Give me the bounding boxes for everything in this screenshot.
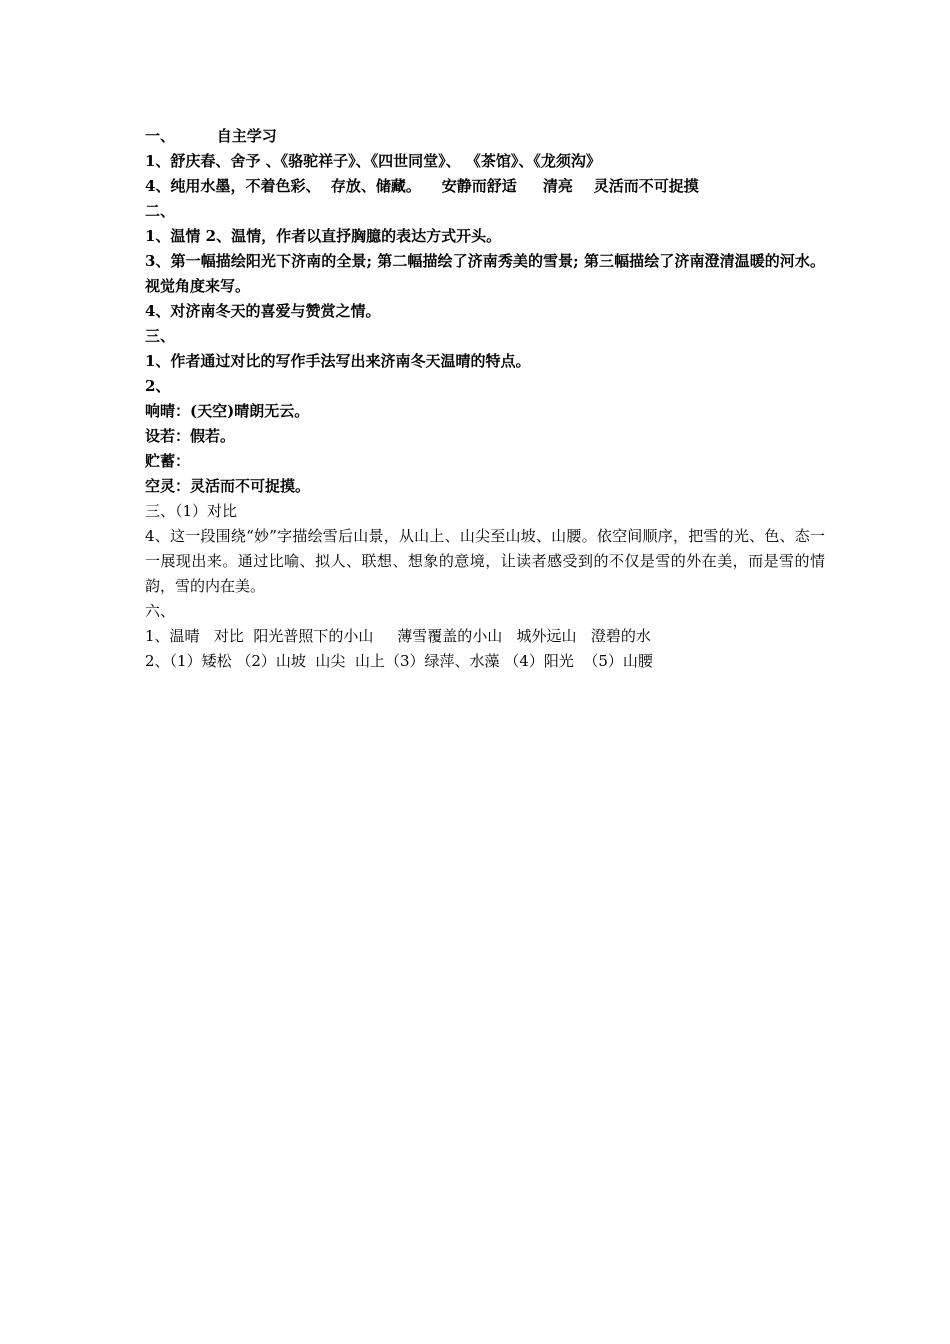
section3b-heading: 三、（1）对比 — [145, 502, 238, 520]
section3-heading: 三、 — [145, 327, 176, 345]
section1-heading: 一、 自主学习 — [145, 127, 277, 145]
definition-sheruo: 设若：假若。 — [145, 427, 236, 445]
answer-6-1: 1、温晴 对比 阳光普照下的小山 薄雪覆盖的小山 城外远山 澄碧的水 — [145, 627, 651, 645]
answer-1-1: 1、舒庆春、舍予 、《骆驼祥子》、《四世同堂》、 《茶馆》、《龙须沟》 — [145, 152, 601, 170]
answer-6-2: 2、（1）矮松 （2）山坡 山尖 山上（3）绿萍、水藻 （4）阳光 （5）山腰 — [145, 652, 653, 670]
answer-1-4: 4、纯用水墨，不着色彩、 存放、储藏。 安静而舒适 清亮 灵活而不可捉摸 — [145, 177, 699, 195]
answer-3-1: 1、作者通过对比的写作手法写出来济南冬天温晴的特点。 — [145, 352, 531, 370]
section6-heading: 六、 — [145, 602, 176, 620]
definition-kongling: 空灵：灵活而不可捉摸。 — [145, 477, 311, 495]
answer-2-3: 3、第一幅描绘阳光下济南的全景; 第二幅描绘了济南秀美的雪景; 第三幅描绘了济南澄清温暖的河水。视觉角度来写。 — [145, 252, 825, 295]
answer-3b-4: 4、这一段围绕“妙”字描绘雪后山景，从山上、山尖至山坡、山腰。依空间顺序，把雪的光、色、态一一展现出来。通过比喻、拟人、联想、想象的意境，让读者感受到的不仅是雪的外在美，而是雪的情韵，雪的内在美。 — [145, 527, 825, 595]
definition-xiangqing: 响晴：(天空)晴朗无云。 — [145, 402, 310, 420]
answer-2-4: 4、对济南冬天的喜爱与赞赏之情。 — [145, 302, 381, 320]
section2-heading: 二、 — [145, 202, 176, 220]
document-body — [145, 124, 825, 674]
answer-2-1: 1、温情 2、温情，作者以直抒胸臆的表达方式开头。 — [145, 227, 502, 245]
answer-3-2: 2、 — [145, 377, 171, 395]
definition-zhuxu: 贮蓄： — [145, 452, 191, 470]
